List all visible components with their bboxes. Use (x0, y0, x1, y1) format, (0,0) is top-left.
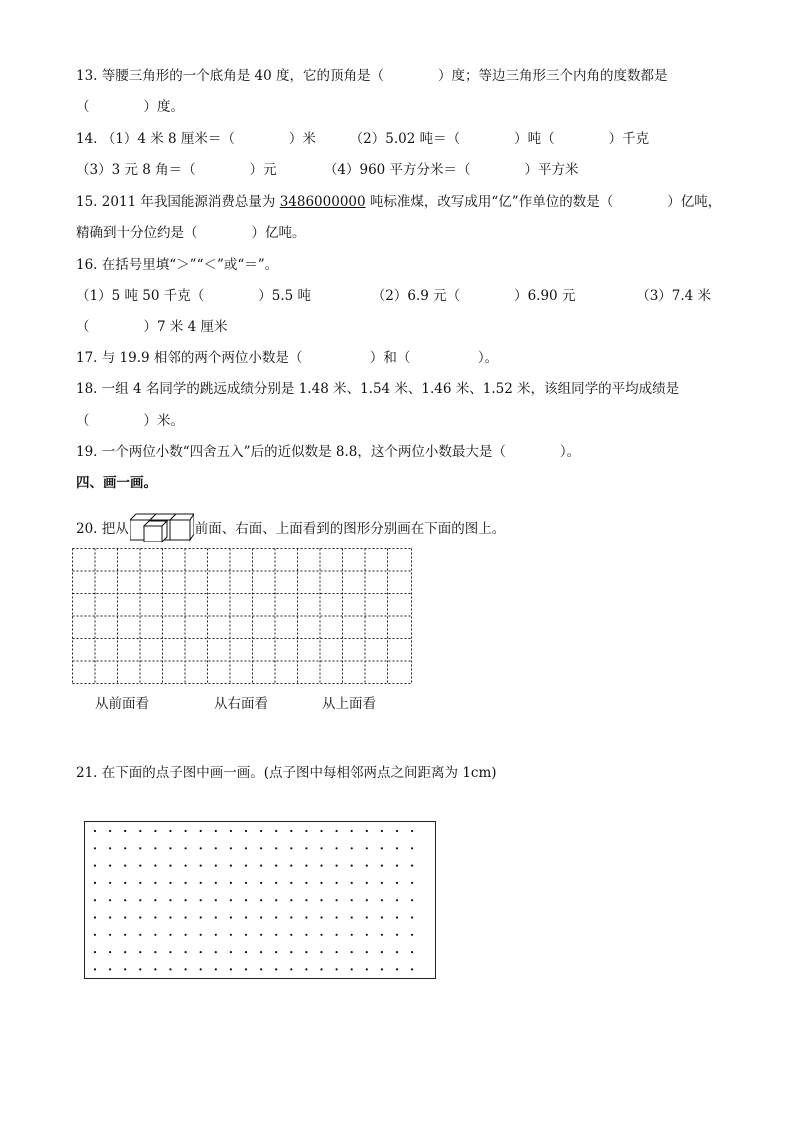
grid-dot (169, 865, 171, 867)
grid-dot (260, 951, 262, 953)
grid-dot (396, 899, 398, 901)
grid-dot (185, 951, 187, 953)
grid-dot (94, 916, 96, 918)
grid-dot (396, 865, 398, 867)
grid-dot (351, 882, 353, 884)
grid-dot (336, 916, 338, 918)
grid-dot (230, 951, 232, 953)
grid-dot (290, 951, 292, 953)
grid-dot (366, 916, 368, 918)
grid-dot (411, 968, 413, 970)
grid-dot (200, 882, 202, 884)
grid-dot (109, 968, 111, 970)
grid-dot (169, 934, 171, 936)
grid-dot (169, 847, 171, 849)
grid-dot (215, 847, 217, 849)
grid-dot (290, 865, 292, 867)
grid-dot (185, 865, 187, 867)
dot-grid (85, 822, 435, 978)
grid-dot (154, 951, 156, 953)
grid-dot (351, 968, 353, 970)
grid-dot (305, 882, 307, 884)
grid-dot (351, 830, 353, 832)
grid-dot (230, 882, 232, 884)
grid-dot (230, 916, 232, 918)
grid-dot (139, 882, 141, 884)
grid-dot (230, 968, 232, 970)
grid-dot (124, 882, 126, 884)
grid-dot (320, 951, 322, 953)
grid-dot (230, 934, 232, 936)
grid-dot (109, 847, 111, 849)
grid-dot (336, 847, 338, 849)
grid-dot (94, 865, 96, 867)
grid-dot (320, 916, 322, 918)
grid-dot (366, 899, 368, 901)
grid-dot (320, 882, 322, 884)
grid-dot (154, 899, 156, 901)
grid-dot (366, 847, 368, 849)
grid-dot (215, 899, 217, 901)
grid-dot (124, 968, 126, 970)
grid-dot (154, 882, 156, 884)
grid-dot (124, 916, 126, 918)
grid-dot (124, 865, 126, 867)
grid-dot (139, 865, 141, 867)
grid-dot (396, 934, 398, 936)
grid-dot (381, 899, 383, 901)
grid-dot (94, 951, 96, 953)
grid-dot (169, 951, 171, 953)
grid-dot (366, 830, 368, 832)
grid-dot (200, 830, 202, 832)
grid-dot (185, 916, 187, 918)
grid-dot (305, 899, 307, 901)
grid-dot (94, 847, 96, 849)
grid-dot (351, 847, 353, 849)
grid-dot (139, 830, 141, 832)
grid-dot (320, 934, 322, 936)
grid-dot (94, 899, 96, 901)
grid-dot (169, 882, 171, 884)
section-4-heading: 四、画一画。 (76, 475, 157, 491)
grid-dot (139, 847, 141, 849)
grid-dot (245, 847, 247, 849)
grid-dot (305, 916, 307, 918)
grid-dot (154, 916, 156, 918)
grid-dot (200, 865, 202, 867)
grid-dot (260, 882, 262, 884)
cube-stack-figure (130, 512, 194, 542)
grid-dot (215, 882, 217, 884)
grid-dot (305, 951, 307, 953)
grid-dot (215, 951, 217, 953)
grid-dot (109, 951, 111, 953)
grid-dot (336, 882, 338, 884)
grid-dot (154, 847, 156, 849)
grid-dot (351, 899, 353, 901)
grid-dot (290, 899, 292, 901)
grid-dot (290, 847, 292, 849)
grid-dot (305, 934, 307, 936)
grid-dot (245, 865, 247, 867)
drawing-grid[interactable] (72, 548, 412, 684)
grid-dot (381, 934, 383, 936)
q15-underlined-number: 3486000000 (279, 194, 366, 210)
grid-dot (290, 968, 292, 970)
grid-dot (411, 951, 413, 953)
grid-dot (260, 847, 262, 849)
grid-dot (411, 830, 413, 832)
grid-dot (185, 847, 187, 849)
grid-dot (381, 865, 383, 867)
grid-dot (260, 830, 262, 832)
grid-dot (260, 865, 262, 867)
grid-dot (320, 865, 322, 867)
q20-line-1 (76, 512, 505, 542)
grid-dot (215, 916, 217, 918)
grid-dot (275, 882, 277, 884)
grid-dot (215, 830, 217, 832)
grid-dot (275, 951, 277, 953)
grid-dot (381, 882, 383, 884)
grid-dot (154, 865, 156, 867)
grid-dot (381, 830, 383, 832)
grid-dot (109, 899, 111, 901)
grid-dot (351, 865, 353, 867)
q16-line-3: （ ）7 米 4 厘米 (76, 319, 228, 335)
grid-dot (245, 899, 247, 901)
grid-dot (366, 865, 368, 867)
grid-dot (336, 830, 338, 832)
grid-dot (230, 847, 232, 849)
q20-text-post: 前面、右面、上面看到的图形分别画在下面的图上。 (194, 521, 506, 537)
grid-dot (109, 916, 111, 918)
grid-dot (124, 934, 126, 936)
grid-dot (109, 830, 111, 832)
grid-dot (245, 951, 247, 953)
grid-dot (260, 934, 262, 936)
grid-dot (230, 865, 232, 867)
dot-grid-box[interactable] (84, 821, 436, 979)
grid-dot (245, 934, 247, 936)
grid-dot (215, 968, 217, 970)
grid-dot (215, 865, 217, 867)
grid-dot (139, 916, 141, 918)
grid-dot (169, 830, 171, 832)
grid-dot (290, 916, 292, 918)
grid-dot (320, 830, 322, 832)
grid-dot (109, 934, 111, 936)
grid-dot (381, 951, 383, 953)
grid-dot (396, 882, 398, 884)
grid-dot (366, 968, 368, 970)
grid-dot (336, 934, 338, 936)
caption-right-view: 从右面看 (214, 696, 268, 712)
q16-line-2: （1）5 吨 50 千克（ ）5.5 吨 （2）6.9 元（ ）6.90 元 （3）7.4 米 (76, 288, 712, 304)
grid-dot (94, 882, 96, 884)
grid-dot (320, 847, 322, 849)
grid-dot (169, 899, 171, 901)
grid-dot (275, 916, 277, 918)
grid-dot (154, 934, 156, 936)
grid-dot (366, 934, 368, 936)
grid-dot (109, 865, 111, 867)
grid-dot (275, 830, 277, 832)
grid-dot (411, 934, 413, 936)
grid-dot (200, 899, 202, 901)
q15-text-post: 吨标准煤，改写成用“亿”作单位的数是（ ）亿吨， (365, 194, 722, 210)
grid-dot (245, 968, 247, 970)
grid-dot (230, 830, 232, 832)
grid-dot (305, 847, 307, 849)
grid-dot (411, 865, 413, 867)
grid-dot (154, 830, 156, 832)
grid-dot (230, 899, 232, 901)
grid-dot (124, 899, 126, 901)
grid-dot (185, 968, 187, 970)
grid-dot (305, 968, 307, 970)
grid-dot (351, 951, 353, 953)
grid-dot (381, 847, 383, 849)
grid-dot (305, 830, 307, 832)
grid-dot (154, 968, 156, 970)
grid-dot (411, 847, 413, 849)
grid-dot (320, 899, 322, 901)
q19-line-1: 19. 一个两位小数“四舍五入”后的近似数是 8.8，这个两位小数最大是（ ）。 (76, 444, 581, 460)
grid-dot (336, 968, 338, 970)
grid-dot (381, 968, 383, 970)
q21-line-1: 21. 在下面的点子图中画一画。(点子图中每相邻两点之间距离为 1cm) (76, 765, 497, 781)
grid-dot (396, 916, 398, 918)
grid-dot (139, 951, 141, 953)
grid-dot (245, 916, 247, 918)
grid-dot (200, 968, 202, 970)
grid-dot (411, 882, 413, 884)
grid-dot (185, 934, 187, 936)
grid-dot (320, 968, 322, 970)
grid-dot (275, 847, 277, 849)
grid-dot (94, 934, 96, 936)
grid-dot (260, 899, 262, 901)
q13-line-2: （ ）度。 (76, 99, 184, 115)
grid-dot (185, 899, 187, 901)
grid-dot (290, 882, 292, 884)
q18-line-2: （ ）米。 (76, 413, 184, 429)
grid-dot (381, 916, 383, 918)
grid-dot (366, 951, 368, 953)
grid-dot (351, 916, 353, 918)
q15-line-1 (76, 193, 721, 211)
grid-dot (139, 968, 141, 970)
grid-dot (336, 865, 338, 867)
grid-dot (124, 847, 126, 849)
grid-dot (185, 882, 187, 884)
grid-dot (396, 847, 398, 849)
grid-dot (411, 899, 413, 901)
grid-dot (200, 934, 202, 936)
grid-dot (94, 968, 96, 970)
q15-line-2: 精确到十分位约是（ ）亿吨。 (76, 225, 306, 241)
grid-dot (396, 951, 398, 953)
caption-front-view: 从前面看 (95, 696, 149, 712)
grid-dot (245, 830, 247, 832)
grid-dot (124, 830, 126, 832)
grid-dot (260, 968, 262, 970)
grid-dot (200, 847, 202, 849)
grid-dot (396, 830, 398, 832)
grid-dot (139, 899, 141, 901)
q16-line-1: 16. 在括号里填“＞”“＜”或“＝”。 (76, 257, 279, 273)
q17-line-1: 17. 与 19.9 相邻的两个两位小数是（ ）和（ ）。 (76, 350, 499, 366)
grid-dot (336, 899, 338, 901)
grid-dot (109, 882, 111, 884)
q18-line-1: 18. 一组 4 名同学的跳远成绩分别是 1.48 米、1.54 米、1.46 米、1.52 米，该组同学的平均成绩是 (76, 381, 680, 397)
q20-text-pre: 20. 把从 (76, 521, 129, 537)
grid-dot (169, 916, 171, 918)
grid-dot (275, 934, 277, 936)
grid-dot (215, 934, 217, 936)
grid-dot (290, 934, 292, 936)
grid-dot (260, 916, 262, 918)
dashed-grid-lines (72, 548, 412, 684)
q14-line-2: （3）3 元 8 角＝（ ）元 （4）960 平方分米＝（ ）平方米 (76, 162, 579, 178)
q14-line-1: 14. （1）4 米 8 厘米＝（ ）米 （2）5.02 吨＝（ ）吨（ ）千克 (76, 131, 650, 147)
grid-dot (411, 916, 413, 918)
grid-dot (245, 882, 247, 884)
grid-dot (366, 882, 368, 884)
grid-dot (169, 968, 171, 970)
grid-dot (94, 830, 96, 832)
grid-dot (275, 968, 277, 970)
grid-dot (275, 899, 277, 901)
grid-dot (351, 934, 353, 936)
grid-dot (275, 865, 277, 867)
grid-dot (124, 951, 126, 953)
q15-text-pre: 15. 2011 年我国能源消费总量为 (76, 194, 280, 210)
grid-dot (200, 951, 202, 953)
grid-dot (290, 830, 292, 832)
grid-dot (200, 916, 202, 918)
grid-dot (336, 951, 338, 953)
grid-dot (396, 968, 398, 970)
grid-dot (139, 934, 141, 936)
caption-top-view: 从上面看 (322, 696, 376, 712)
q13-line-1: 13. 等腰三角形的一个底角是 40 度，它的顶角是（ ）度；等边三角形三个内角的度数都是 (76, 68, 668, 84)
grid-dot (305, 865, 307, 867)
grid-dot (185, 830, 187, 832)
